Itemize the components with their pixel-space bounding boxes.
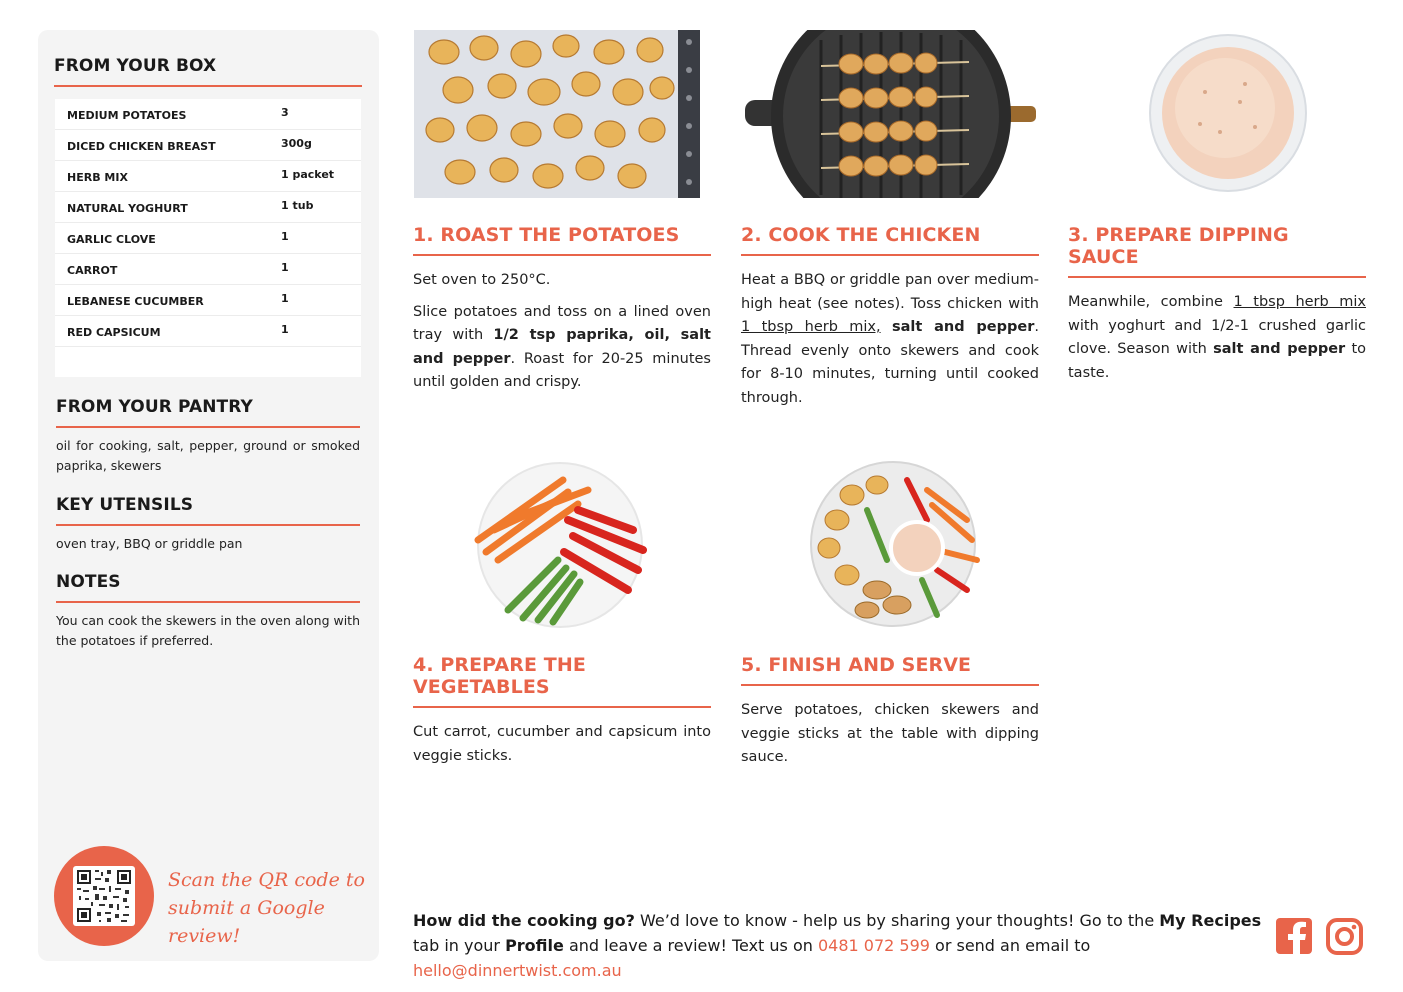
underline-span: 1 tbsp herb mix, — [741, 319, 881, 335]
qr-badge — [54, 846, 154, 946]
divider — [54, 85, 362, 87]
pantry-section — [56, 397, 360, 476]
utensils-title: KEY UTENSILS — [56, 495, 194, 515]
ingredient-row — [55, 254, 361, 285]
divider — [56, 601, 360, 603]
bold-span: salt and pepper — [1213, 341, 1346, 357]
ingredient-row — [55, 99, 361, 130]
ingredient-name: LEBANESE CUCUMBER — [67, 294, 204, 308]
text-span: Heat a BBQ or griddle pan over medium-high heat (see notes). Toss chicken with — [741, 272, 1039, 312]
ingredient-qty: 1 — [281, 291, 289, 305]
divider — [56, 524, 360, 526]
divider — [413, 706, 711, 708]
step-1-text-1: Set oven to 250°C. — [413, 272, 551, 288]
ingredient-qty: 1 — [281, 229, 289, 243]
step-5 — [741, 654, 1039, 770]
ingredients-table — [55, 99, 361, 377]
qr-caption-line-1: Scan the QR code to — [168, 869, 365, 891]
utensils-text: oven tray, BBQ or griddle pan — [56, 536, 243, 551]
footer-text: tab in your — [413, 936, 506, 955]
ingredient-qty: 1 tub — [281, 198, 314, 212]
step-3-text — [1068, 291, 1366, 385]
cook-chicken-image — [741, 30, 1039, 198]
notes-section — [56, 572, 360, 651]
email-link[interactable]: hello@dinnertwist.com.au — [413, 961, 622, 980]
step-2-title: 2. COOK THE CHICKEN — [741, 224, 981, 246]
ingredient-qty: 1 — [281, 322, 289, 336]
from-your-box-title: FROM YOUR BOX — [54, 56, 217, 76]
ingredient-row-empty — [55, 347, 361, 377]
ingredient-qty: 3 — [281, 105, 289, 119]
step-1-title: 1. ROAST THE POTATOES — [413, 224, 680, 246]
footer-text: and leave a review! Text us on — [563, 936, 818, 955]
profile-link: Profile — [505, 936, 564, 955]
utensils-section — [56, 495, 360, 554]
ingredient-qty: 1 packet — [281, 167, 335, 181]
ingredient-qty: 1 — [281, 260, 289, 274]
underline-span: 1 tbsp herb mix — [1233, 294, 1366, 310]
my-recipes-link: My Recipes — [1159, 911, 1262, 930]
divider — [741, 254, 1039, 256]
divider — [741, 684, 1039, 686]
ingredient-row — [55, 130, 361, 161]
text-span: Meanwhile, combine — [1068, 294, 1234, 310]
dipping-sauce-image — [1145, 32, 1311, 194]
notes-title: NOTES — [56, 572, 121, 592]
step-4-title: 4. PREPARE THE VEGETABLES — [413, 654, 586, 698]
step-4-text: Cut carrot, cucumber and capsicum into veggie sticks. — [413, 724, 711, 764]
facebook-icon[interactable] — [1276, 918, 1312, 954]
divider — [1068, 276, 1366, 278]
ingredient-name: CARROT — [67, 263, 118, 277]
qr-review — [54, 846, 374, 946]
ingredient-name: DICED CHICKEN BREAST — [67, 139, 216, 153]
step-2 — [741, 224, 1039, 410]
step-1 — [413, 224, 711, 395]
footer-question: How did the cooking go? — [413, 911, 635, 930]
text-span: with yoghurt and 1/2-1 crushed garlic clove. Season with — [1068, 317, 1366, 357]
ingredient-row — [55, 316, 361, 347]
text-span: Slice potatoes and toss on a lined oven tray with — [413, 303, 711, 343]
bold-span: salt and pepper — [892, 319, 1035, 335]
ingredient-qty: 300g — [281, 136, 312, 150]
roast-potatoes-image — [414, 30, 700, 198]
finish-and-serve-image — [807, 460, 981, 630]
from-your-box-section — [54, 56, 362, 87]
ingredient-row — [55, 285, 361, 316]
step-4 — [413, 654, 711, 768]
qr-caption-line-2: submit a Google review! — [168, 897, 325, 947]
ingredient-row — [55, 192, 361, 223]
step-3-title: 3. PREPARE DIPPING SAUCE — [1068, 224, 1289, 268]
footer-text: or send an email to — [929, 936, 1091, 955]
ingredient-row — [55, 223, 361, 254]
ingredient-name: HERB MIX — [67, 170, 128, 184]
ingredient-name: RED CAPSICUM — [67, 325, 161, 339]
step-1-text-2 — [413, 301, 711, 395]
phone-link[interactable]: 0481 072 599 — [817, 936, 930, 955]
step-5-text: Serve potatoes, chicken skewers and veggie sticks at the table with dipping sauce. — [741, 702, 1039, 765]
ingredient-name: GARLIC CLOVE — [67, 232, 156, 246]
divider — [413, 254, 711, 256]
pantry-text: oil for cooking, salt, pepper, ground or smoked paprika, skewers — [56, 438, 360, 473]
footer-text: We’d love to know - help us by sharing your thoughts! Go to the — [634, 911, 1160, 930]
qr-caption — [168, 866, 374, 950]
qr-code[interactable] — [73, 866, 135, 926]
vegetables-image — [468, 460, 650, 630]
text-span: . Thread evenly onto skewers and cook for 8-10 minutes, turning until cooked through. — [741, 319, 1039, 406]
text-span: . Roast for 20-25 minutes until golden and crispy. — [413, 350, 711, 390]
step-3 — [1068, 224, 1366, 385]
text-span: to taste. — [1068, 341, 1367, 381]
bold-span: 1/2 tsp paprika, oil, salt and pepper — [413, 327, 711, 367]
instagram-icon[interactable] — [1326, 918, 1363, 955]
ingredient-name: MEDIUM POTATOES — [67, 108, 187, 122]
review-footer — [413, 908, 1263, 983]
divider — [56, 426, 360, 428]
ingredient-row — [55, 161, 361, 192]
step-5-title: 5. FINISH AND SERVE — [741, 654, 972, 676]
sidebar — [38, 30, 379, 961]
step-2-text — [741, 269, 1039, 410]
notes-text: You can cook the skewers in the oven along with the potatoes if preferred. — [56, 613, 360, 648]
ingredient-name: NATURAL YOGHURT — [67, 201, 188, 215]
pantry-title: FROM YOUR PANTRY — [56, 397, 253, 417]
